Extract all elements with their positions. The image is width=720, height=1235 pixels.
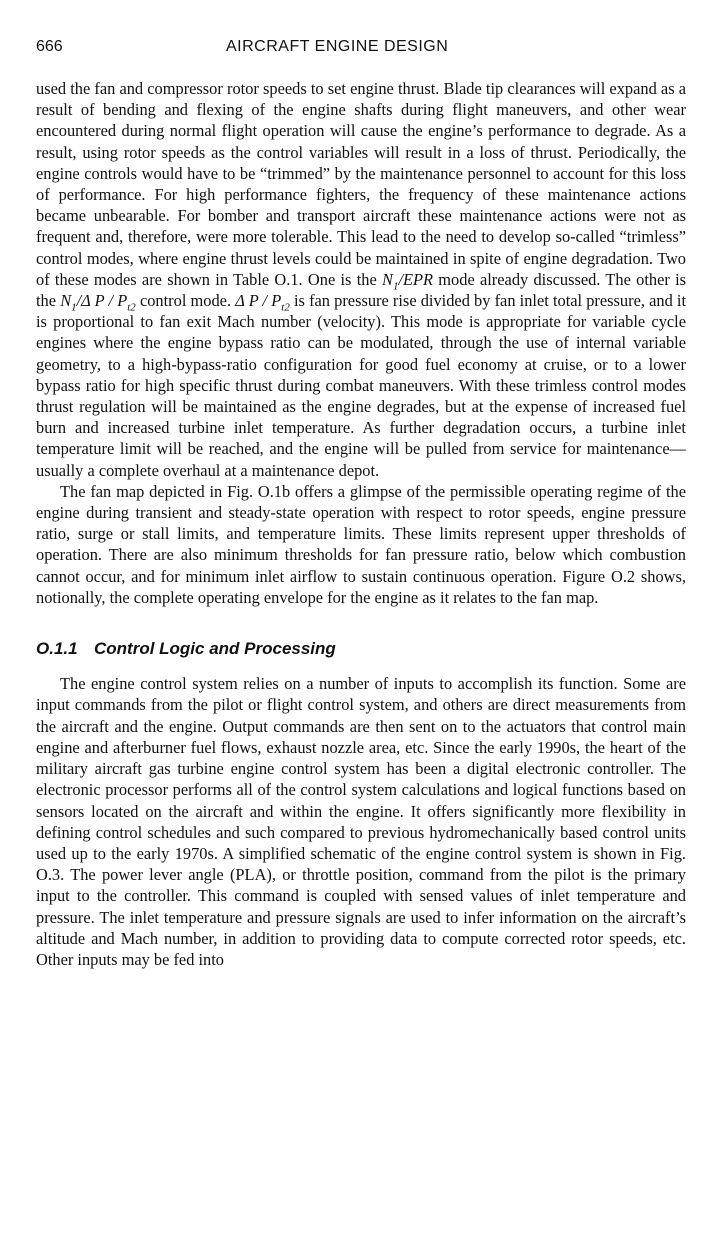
running-title: AIRCRAFT ENGINE DESIGN: [226, 38, 449, 55]
running-header: [36, 30, 686, 56]
p1-text-a: used the fan and compressor rotor speeds to set engine thrust. Blade tip clearances will expand as a result of bending and flexing of the engine shafts during flight maneuvers, and other wear encountered during normal flight operation will cause the engine’s performance to degrade. As a result, using rotor speeds as the control variables will result in a loss of thrust. Periodically, the engine controls would have to be “trimmed” by the maintenance personnel to account for this loss of performance. For high performance fighters, the frequency of these maintenance actions became unbearable. For bomber and transport aircraft these maintenance actions were not as frequent and, therefore, were more tolerable. This lead to the need to develop so-called “trimless” control modes, where engine thrust levels could be maintained in spite of engine degradation. Two of these modes are shown in Table O.1. One is the: [36, 79, 686, 289]
section-number: O.1.1: [36, 639, 78, 659]
body-text: [36, 78, 686, 970]
paragraph-1: [36, 78, 686, 481]
p1-text-d: is fan pressure rise divided by fan inlet total pressure, and it is proportional to fan exit Mach number (velocity). This mode is appropriate for variable cycle engines where the engine bypass ratio can be modulated, through the use of internal variable geometry, to a high-bypass-ratio configuration for good fuel economy at cruise, or to a lower bypass ratio for high specific thrust during combat maneuvers. With these trimless control modes thrust regulation will be maintained as the engine degrades, but at the expense of increased fuel burn and increased turbine inlet temperature. As further degradation occurs, a turbine inlet temperature limit will be reached, and the engine will be pulled from service for maintenance—usually a complete overhaul at a maintenance depot.: [36, 291, 687, 480]
paragraph-2: The fan map depicted in Fig. O.1b offers a glimpse of the permissible operating regime of the engine during transient and steady-state operation with respect to rotor speeds, engine pressure ratio, surge or stall limits, and temperature limits. These limits represent upper thresholds of operation. There are also minimum thresholds for fan pressure ratio, below which combustion cannot occur, and for minimum inlet airflow to sustain continuous operation. Figure O.2 shows, notionally, the complete operating envelope for the engine as it relates to the fan map.: [36, 481, 686, 607]
paragraph-3: The engine control system relies on a number of inputs to accomplish its function. Some are input commands from the pilot or flight control system, and others are direct measurements from the aircraft and the engine. Output commands are then sent on to the actuators that control main engine and afterburner fuel flows, exhaust nozzle area, etc. Since the early 1990s, the heart of the military aircraft gas turbine engine control system has been a digital electronic controller. The electronic processor performs all of the control system calculations and logical functions based on sensors located on the aircraft and within the engine. It offers significantly more flexibility in defining control schedules and such compared to previous hydromechanically based control units used up to the early 1970s. A simplified schematic of the engine control system is shown in Fig. O.3. The power lever angle (PLA), or throttle position, command from the pilot is the primary input to the controller. This command is coupled with sensed values of inlet temperature and pressure. The inlet temperature and pressure signals are used to infer information on the aircraft’s altitude and Mach number, in addition to providing data to compute corrected rotor speeds, etc. Other inputs may be fed into: [36, 674, 686, 969]
section-title: Control Logic and Processing: [94, 639, 336, 659]
p1-text-c: control mode.: [135, 291, 236, 311]
book-page: [36, 30, 686, 970]
math-n1-epr: $N_1$/EPR: [382, 269, 434, 293]
p1-text-b: mode already discussed. The other is the: [36, 269, 686, 311]
math-dp-pt2: Δ P / $P_{t2}$: [235, 291, 290, 314]
section-heading: [36, 638, 686, 659]
math-n1-dp-pt2: $N_1/\Delta$ P / $P_{t2}$: [60, 291, 136, 314]
page-number: 666: [36, 38, 63, 55]
